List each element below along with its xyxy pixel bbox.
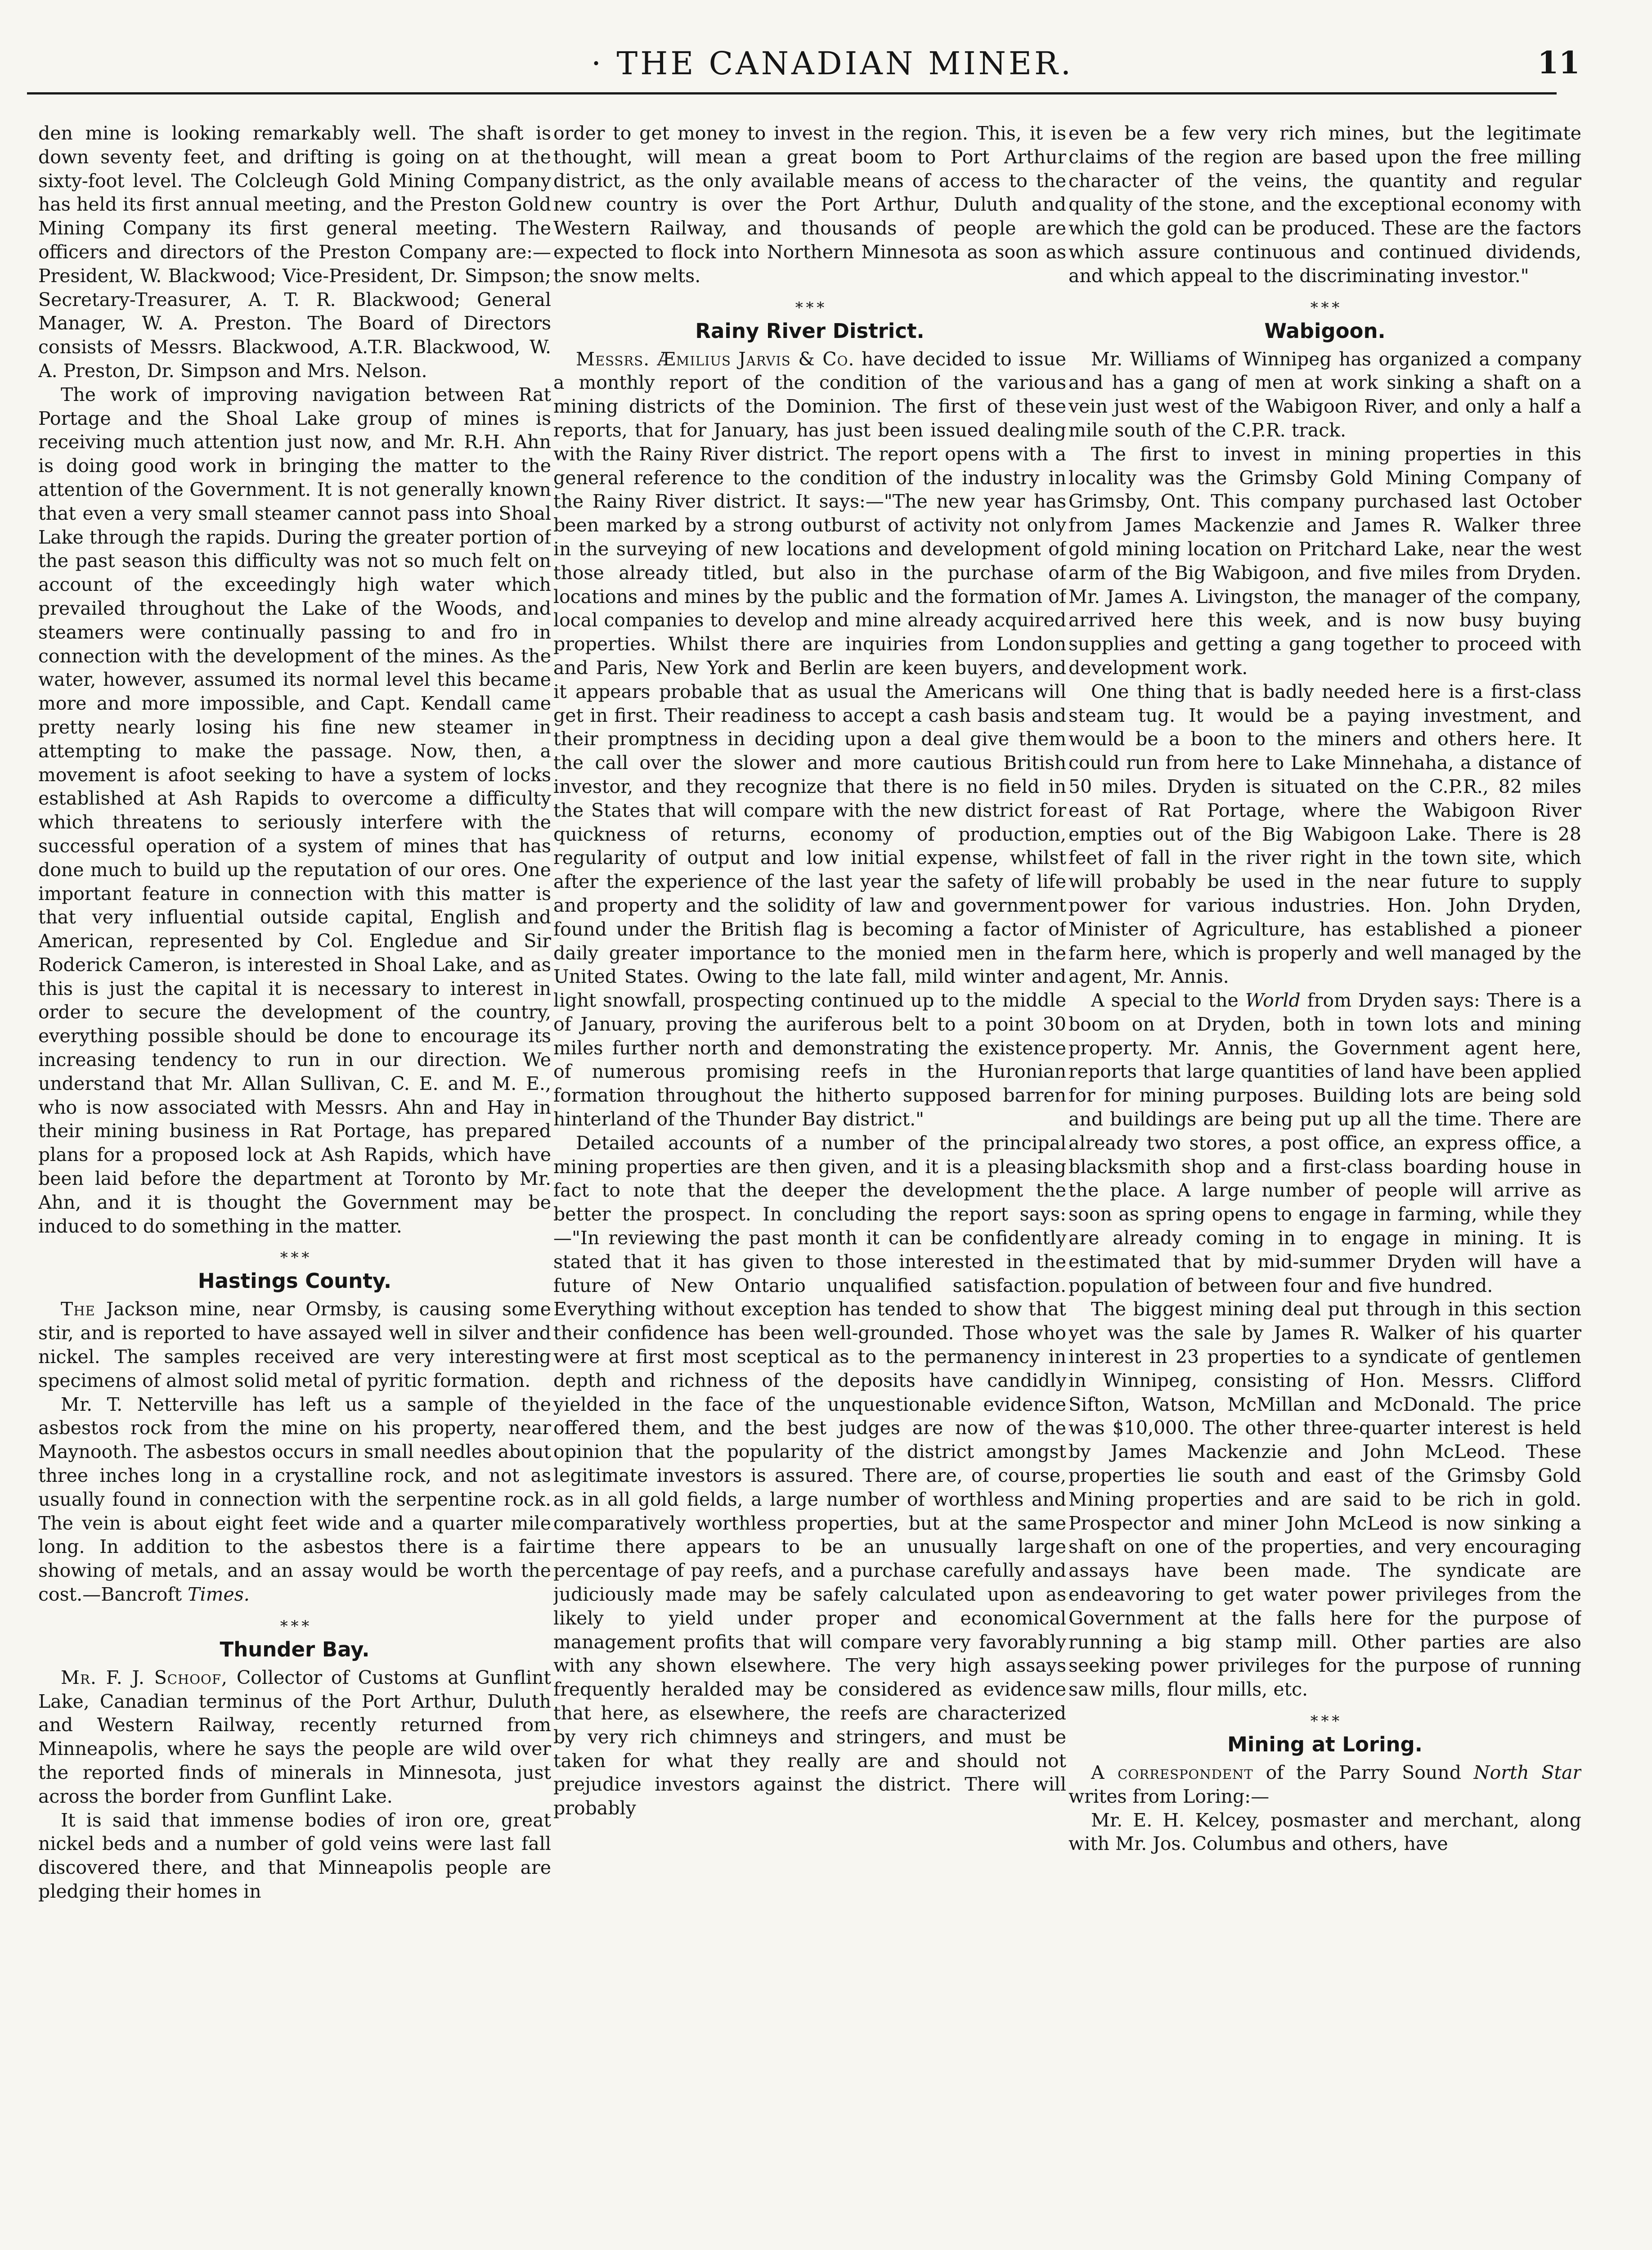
paragraph: It is said that immense bodies of iron ore, great nickel beds and a number of gold veins were last fall discovered there, and that Minneapolis people are pledging their homes in bbox=[38, 1809, 551, 1902]
paragraph-text: writes from Loring:— bbox=[1068, 1785, 1270, 1807]
heading-rainy-river-district: Rainy River District. bbox=[695, 319, 925, 343]
heading-thunder-bay: Thunder Bay. bbox=[220, 1637, 370, 1661]
header-rule bbox=[27, 92, 1557, 94]
heading-mining-at-loring: Mining at Loring. bbox=[1227, 1732, 1423, 1756]
section-divider: * * * bbox=[1310, 298, 1340, 317]
paragraph bbox=[553, 347, 1066, 1131]
page-number: 11 bbox=[1537, 45, 1580, 81]
section-divider: * * * bbox=[280, 1249, 310, 1267]
paragraph: The biggest mining deal put through in this section yet was the sale by James R. Walker of his quarter interest in 23 properties to a syndicate of gentlemen in Winnipeg, consisting of Hon. Messrs. Clifford Sifton, Watson, McMillan and McDonald. The price was $10,000. The other three-quarter interest is held by James Mackenzie and John McLeod. These properties lie south and east of the Grimsby Gold Mining properties and are said to be rich in gold. Prospector and miner John McLeod is now sinking a shaft on one of the properties, and very encouraging assays have been made. The syndicate are endeavoring to get water power privileges from the Government at the falls here for the purpose of running a big stamp mill. Other parties are also seeking power privileges for the purpose of running saw mills, flour mills, etc. bbox=[1068, 1298, 1581, 1701]
paragraph-text: of the Parry Sound bbox=[1266, 1762, 1461, 1783]
publication-name: North Star bbox=[1473, 1762, 1581, 1783]
column-right bbox=[1068, 122, 1581, 2250]
paragraph: One thing that is badly needed here is a first-class steam tug. It would be a paying investment, and would be a boon to the miners and others here. It could run from here to Lake Minnehaha, a distance of 50 miles. Dryden is situated on the C.P.R., 82 miles east of Rat Portage, where the Wabigoon River empties out of the Big Wabigoon Lake. There is 28 feet of fall in the river right in the town site, which will probably be used in the near future to supply power for various industries. Hon. John Dryden, Minister of Agriculture, has established a pioneer farm here, which is properly and well managed by the agent, Mr. Annis. bbox=[1068, 680, 1581, 988]
paragraph: den mine is looking remarkably well. The shaft is down seventy feet, and drifting is going on at the sixty-foot level. The Colcleugh Gold Mining Company has held its first annual meeting, and the Preston Gold Mining Company its first general meeting. The officers and directors of the Preston Company are:—President, W. Blackwood; Vice-President, Dr. Simpson; Secretary-Treasurer, A. T. R. Blackwood; General Manager, W. A. Preston. The Board of Directors consists of Messrs. Blackwood, A.T.R. Blackwood, W. A. Preston, Dr. Simpson and Mrs. Nelson. bbox=[38, 122, 551, 382]
paragraph: Mr. E. H. Kelcey, posmaster and merchant, along with Mr. Jos. Columbus and others, have bbox=[1068, 1809, 1581, 1855]
paragraph-text: have decided to issue a monthly report of the condition of the various mining districts of the Dominion. The first of these reports, that for January, has just been issued dealing with the Rainy River district. The report opens with a general reference to the condition of the industry in the Rainy River district. It says:—"The new year has been marked by a strong outburst of activity not only in the surveying of new locations and development of those already titled, but also in the purchase of locations and mines by the public and the formation of local companies to develop and mine already acquired properties. Whilst there are inquiries from London and Paris, New York and Berlin are keen buyers, and it appears probable that as usual the Americans will get in first. Their readiness to accept a cash basis and their promptness in deciding upon a deal give them the call over the slower and more cautious British investor, and they recognize that there is no field in the States that will compare with the new district for quickness of returns, economy of production, regularity of output and low initial expense, whilst after the experience of the last year the safety of life and property and the solidity of law and government found under the British flag is becoming a factor of daily greater importance to the monied men in the United States. Owing to the late fall, mild winter and light snowfall, prospecting continued up to the middle of January, proving the auriferous belt to a point 30 miles further north and demonstrating the existence of numerous promising reefs in the Huronian formation throughout the hitherto supposed barren hinterland of the Thunder Bay district." bbox=[553, 348, 1066, 1130]
paragraph bbox=[1068, 1761, 1581, 1809]
paragraph: The first to invest in mining properties in this locality was the Grimsby Gold Mining Company of Grimsby, Ont. This company purchased last October from James Mackenzie and James R. Walker three gold mining location on Pritchard Lake, near the west arm of the Big Wabigoon, and five miles from Dryden. Mr. James A. Livingston, the manager of the company, arrived here this week, and is now busy buying supplies and getting a gang together to proceed with development work. bbox=[1068, 443, 1581, 679]
paragraph-text: A special to the bbox=[1091, 990, 1239, 1012]
paragraph bbox=[38, 1393, 551, 1606]
source-credit: Times. bbox=[188, 1584, 250, 1606]
paragraph: order to get money to invest in the region. This, it is thought, will mean a great boom to Port Arthur district, as the only available means of access to the new country is over the Port Arthur, Duluth and Western Railway, and thousands of people are expected to flock into Northern Minnesota as soon as the snow melts. bbox=[553, 122, 1066, 287]
paragraph-text: Mr. T. Netterville has left us a sample of the asbestos rock from the mine on his property, near Maynooth. The asbestos occurs in small needles about three inches long in a crystalline rock, and not as usually found in connection with the serpentine rock. The vein is about eight feet wide and a quarter mile long. In addition to the asbestos there is a fair showing of metals, and an assay would be worth the cost.—Bancroft bbox=[38, 1393, 551, 1606]
column-left bbox=[38, 122, 551, 2250]
masthead-title: · THE CANADIAN MINER. bbox=[591, 45, 1073, 82]
paragraph bbox=[38, 1666, 551, 1809]
paragraph: The work of improving navigation between Rat Portage and the Shoal Lake group of mines is receiving much attention just now, and Mr. R.H. Ahn is doing good work in bringing the matter to the attention of the Government. It is not generally known that even a very small steamer cannot pass into Shoal Lake through the rapids. During the greater portion of the past season this difficulty was not so much felt on account of the exceedingly high water which prevailed throughout the Lake of the Woods, and steamers were continually passing to and fro in connection with the development of the mines. As the water, however, assumed its normal level this became more and more impossible, and Capt. Kendall came pretty nearly losing his fine new steamer in attempting to make the passage. Now, then, a movement is afoot seeking to have a system of locks established at Ash Rapids to overcome a difficulty which threatens to seriously interfere with the successful operation of a system of mines that has done much to build up the reputation of our ores. One important feature in connection with this matter is that very influential outside capital, English and American, represented by Col. Engledue and Sir Roderick Cameron, is interested in Shoal Lake, and as this is just the capital it is necessary to interest in order to secure the development of the country, everything possible should be done to encourage its increasing tendency to run in our direction. We understand that Mr. Allan Sullivan, C. E. and M. E., who is now associated with Messrs. Ahn and Hay in their mining business in Rat Portage, has prepared plans for a proposed lock at Ash Rapids, which have been laid before the department at Toronto by Mr. Ahn, and it is thought the Government may be induced to do something in the matter. bbox=[38, 383, 551, 1237]
paragraph: Mr. Williams of Winnipeg has organized a company and has a gang of men at work sinking a shaft on a vein just west of the Wabigoon River, and only a half a mile south of the C.P.R. track. bbox=[1068, 348, 1581, 441]
page-header bbox=[0, 0, 1652, 104]
paragraph-text: from Dryden says: There is a boom on at Dryden, both in town lots and mining property. Mr. Annis, the Government agent here, reports that large quantities of land have been applied for for mining purposes. Building lots are being sold and buildings are being put up all the time. There are already two stores, a post office, an express office, a blacksmith shop and a first-class boarding house in the place. A large number of people will arrive as soon as spring opens to engage in farming, while they are already coming in to engage in mining. It is estimated that by mid-summer Dryden will have a population of between four and five hundred. bbox=[1068, 990, 1581, 1296]
section-divider: * * * bbox=[1310, 1712, 1340, 1730]
lead-in: Messrs. Æmilius Jarvis & Co. bbox=[576, 348, 855, 370]
section-divider: * * * bbox=[795, 298, 825, 317]
paragraph-text: Jackson mine, near Ormsby, is causing some stir, and is reported to have assayed well in silver and nickel. The samples received are very interesting specimens of almost solid metal of pyritic formation. bbox=[38, 1298, 551, 1391]
publication-name: World bbox=[1245, 990, 1301, 1012]
paragraph: Detailed accounts of a number of the principal mining properties are then given, and it is a pleasing fact to note that the deeper the development the better the prospect. In concluding the report says:—"In reviewing the past month it can be confidently stated that it has given to those interested in the future of New Ontario unqualified satisfaction. Everything without exception has tended to show that their confidence has been well-grounded. Those who were at first most sceptical as to the permanency in depth and richness of the deposits have candidly yielded in the face of the unquestionable evidence offered them, and the best judges are now of the opinion that the popularity of the district amongst legitimate investors is assured. There are, of course, as in all gold fields, a large number of worthless and comparatively worthless properties, but at the same time there appears to be an unusually large percentage of pay reefs, and a purchase carefully and judiciously made may be safely calculated upon as likely to yield under proper and economical management profits that will compare very favorably with any shown elsewhere. The very high assays frequently heralded may be considered as evidence that here, as elsewhere, the reefs are characterized by very rich chimneys and stringers, and must be taken for what they really are and should not prejudice investors against the district. There will probably bbox=[553, 1132, 1066, 1819]
heading-hastings-county: Hastings County. bbox=[198, 1269, 392, 1293]
lead-in: Mr. F. J. Schoof, bbox=[61, 1666, 228, 1688]
paragraph-text: Collector of Customs at Gunflint Lake, Canadian terminus of the Port Arthur, Duluth and Western Railway, recently returned from Minneapolis, where he says the people are wild over the reported finds of minerals in Minnesota, just across the border from Gunflint Lake. bbox=[38, 1666, 551, 1807]
column-middle bbox=[553, 122, 1066, 2250]
paragraph bbox=[1068, 989, 1581, 1297]
paragraph bbox=[38, 1297, 551, 1392]
lead-in: A correspondent bbox=[1091, 1762, 1253, 1783]
heading-wabigoon: Wabigoon. bbox=[1264, 319, 1386, 343]
paragraph: even be a few very rich mines, but the legitimate claims of the region are based upon the free milling character of the veins, the quantity and regular quality of the stone, and the exceptional economy with which the gold can be produced. These are the factors which assure continuous and continued dividends, and which appeal to the discriminating investor." bbox=[1068, 122, 1581, 287]
section-divider: * * * bbox=[280, 1617, 310, 1635]
lead-in: The bbox=[61, 1298, 95, 1320]
